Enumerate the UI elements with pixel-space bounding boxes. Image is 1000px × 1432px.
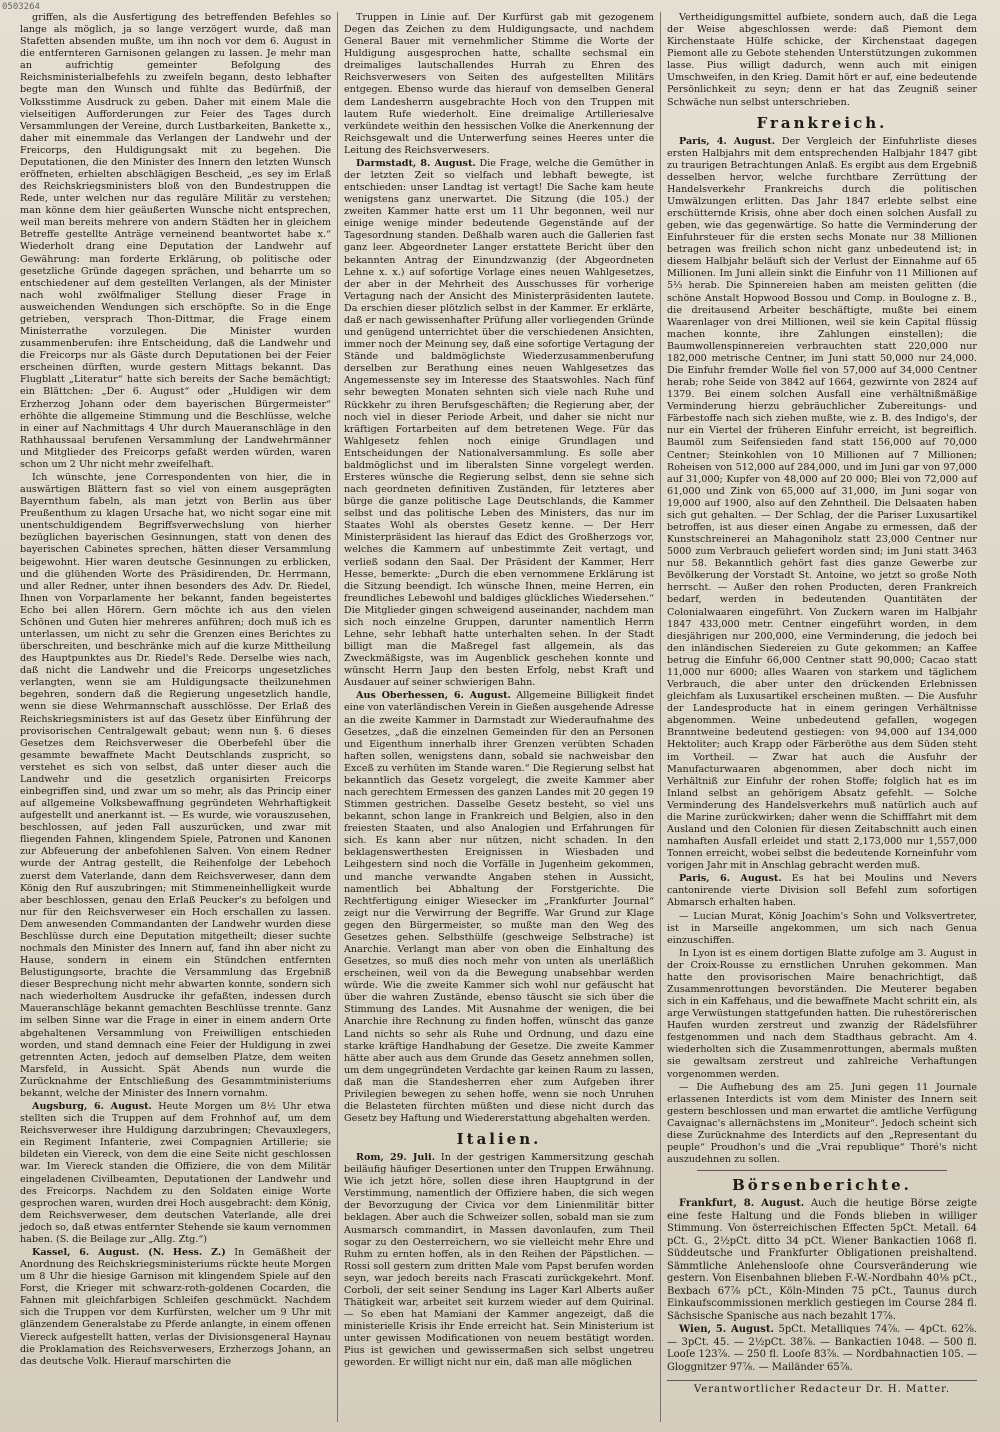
article-paragraph — [667, 12, 977, 109]
article-paragraph — [344, 690, 654, 1125]
article-dateline: Aus Oberhessen, 6. August. — [356, 690, 511, 702]
article-dateline: Darmstadt, 8. August. — [356, 157, 476, 169]
article-paragraph — [344, 1152, 654, 1369]
article-paragraph — [20, 472, 331, 1100]
article-text: In Lyon ist es einem dortigen Blatte zufolge am 3. August in der Croix-Rousse zu ernstlichen Unruhen gekommen. Man hatte den provisorischen Maire benachrichtigt, daß Zusammenrottungen bevorständen. Die Meuterer begaben sich in ein Kaffehaus, und die bewaffnete Macht schritt ein, als arge Verwüstungen stattgefunden hatten. Die ruhestörerischen Haufen wurden zerstreut und zwanzig der Rädelsführer festgenommen und nach dem Stadthaus gebracht. Am 4. wiederholten sich die Zusammenrottungen, abermals mußten sie gewaltsam zerstreut und zahlreiche Verhaftungen vorgenommen werden. — [667, 947, 977, 1080]
article-text: — Die Aufhebung des am 25. Juni gegen 11 Journale erlassenen Interdicts ist vom dem Minister des Innern seit gestern beschlossen und man erwartet die amtliche Verfügung Cavaignac's allernächstens im „Moniteur“. Jedoch scheint sich diese Zurücknahme des Interdicts auf den „Representant du peuple“ Proudhon's und die „Vrai republique“ Thoré's nicht auszudehnen zu sollen. — [667, 1081, 977, 1166]
section-title: Börsenberichte. — [732, 1176, 912, 1195]
column-3 — [660, 12, 983, 1422]
column-1 — [14, 12, 337, 1422]
article-paragraph — [20, 1101, 331, 1246]
article-text: Truppen in Linie auf. Der Kurfürst gab mit gezogenem Degen das Zeichen zu dem Huldigungsacte, und nachdem General Bauer mit vernehmlicher Stimme die Worte der Huldigung ausgesprochen hatte, schallte sechsmal ein dreimaliges lautschallendes Hurrah zu Ehren des Reichsverwesers von Seiten des aufgestellten Militärs entgegen. Ebenso wurde das hierauf von demselben General dem Landesherrn ausgebrachte Hoch von den Truppen mit lautem Rufe wiederholt. Eine dreimalige Artilleriesalve verkündete weithin den hessischen Volke die Anerkennung der Reichsgewalt und die Unterwerfung seines Heeres unter die Leitung des Reichsverwesers. — [344, 12, 654, 156]
article-text: In Gemäßheit der Anordnung des Reichskriegsministeriums rückte heute Morgen um 8 Uhr die hiesige Garnison mit klingendem Spiele auf den Forst, die Krieger mit schwarz-roth-goldenen Cocarden, die Fahnen mit gleichfarbigen Schleifen geschmückt. Nachdem sich die Truppen vor dem Kurfürsten, welcher um 9 Uhr mit glänzendem Generalstabe zu Pferde anlangte, in einem offenen Viereck aufgestellt hatten, verlas der Divisionsgeneral Haynau die Proklamation des Reichsverwesers, Erzherzogs Johann, an das deutsche Volk. Hierauf marschirten die — [20, 1246, 332, 1367]
article-text: Heute Morgen um 8½ Uhr etwa stellten sich die Truppen auf dem Frohnhof auf, um dem Reichsverweser ihre Huldigung darzubringen; Chevauxlegers, ein Regiment Infanterie, zwei Compagnien Artillerie; sie bildeten ein Viereck, von dem die eine Seite nicht geschlossen war. Im Viereck standen die Offiziere, die von dem Militär eingeladenen Civilbeamten, Deputationen der Landwehr und des Freicorps. Nachdem zu den Soldaten einige Worte gesprochen waren, wurden drei Hoch ausgebracht: dem König, dem Reichsverweser, dem deutschen Vaterlande, alle drei jedoch so, daß etwas entfernter Stehende sie kaum vernommen haben. (S. die Beilage zur „Allg. Ztg.“) — [20, 1101, 331, 1245]
article-paragraph — [667, 136, 977, 873]
article-text: griffen, als die Ausfertigung des betreffenden Befehles so lange als möglich, ja so lange verzögert wurde, daß man Stafetten absenden mußte, um ihn noch vor dem 6. August in die entfernteren Garnisonen gelangen zu lassen. Je mehr man an aufrichtig gemeinter Befolgung des Reichsministerialbefehls zu zweifeln begann, desto lebhafter begte man den Wunsch und fühlte das Bedürfniß, der Volksstimme Ausdruck zu geben. Daher mit einem Male die vielseitigen Aufforderungen zur Feier des Tages durch Versammlungen der Vereine, durch Lustbarkeiten, Bankette x., daher mit einemmale das Verlangen der Landwehr und der Freicorps, den Huldigungsakt mit zu begehen. Die Deputationen, die den Minister des Innern den letzten Wunsch eröffneten, erhielten abschlägigen Bescheid, „es sey im Erlaß des Reichskriegsministers bloß von den Bundestruppen die Rede, unter welchen nur das reguläre Militär zu verstehen; man könne dem hier geäußerten Wunsche nicht entsprechen, weil man bereits mehrere von andern Städten her in gleichem Betreffe gestellte Anträge verneinend beantwortet habe x.“ Wiederholt drang eine Deputation der Landwehr auf Gewährung: man forderte Erklärung, ob politische oder gesetzliche Gründe dagegen sprächen, und beharrte um so entschiedener auf dem gestellten Verlangen, als der Minister nach wohl zwölfmaliger Stellung dieser Frage in ausweichenden Wendungen sich erschöpfte. So in die Enge getrieben, versprach Thon-Dittmar, die Frage einem Ministerrathe vorzulegen. Die Minister wurden zusammenberufen: ihre Entscheidung, daß die Landwehr und die Freicorps nur als Gäste durch Deputationen bei der Feier erscheinen dürften, wurde gestern Mittags bekannt. Das Flugblatt „Literatur“ hatte sich bereits der Sache bemächtigt; ein Blättchen: „Der 6. August“ oder „Huldigen wir dem Erzherzog Johann oder dem bayerischen Bürgermeister“ erhöhte die allgemeine Stimmung und die Beschlüsse, welche in einer auf Nachmittags 4 Uhr durch Maueranschläge in den Rathhaussaal berufenen Versammlung der Landwehrmänner und Mitglieder des Freicorps gefaßt werden würden, waren schon um 2 Uhr nicht mehr zweifelhaft. — [20, 12, 331, 470]
article-paragraph — [20, 1247, 331, 1368]
column-2 — [337, 12, 660, 1422]
article-dateline: Wien, 5. August. — [679, 1324, 775, 1336]
article-paragraph — [667, 1324, 977, 1374]
article-paragraph — [20, 12, 331, 471]
article-text: In der gestrigen Kammersitzung geschah beiläufig häufiger Desertionen unter den Truppen Erwähnung. Wie ich jetzt höre, sollen diese ihren Hauptgrund in der Verstimmung, namentlich der Offiziere haben, die sich wegen der Bevorzugung der Civica vor dem Linienmilitär bitter beklagen. Aber auch die Schweizer sollen, sobald man sie zum Ausmarsch commandirt, in Massen davonlaufen, zum Theil sogar zu den Oesterreichern, wo sie vielleicht mehr Ehre und Ruhm zu ernten hoffen, als in den Reihen der Päpstlichen. — Rossi soll gestern zum dritten Male vom Papst berufen worden seyn, war jedoch bereits nach Frascati zurückgekehrt. Monf. Corboli, der seit seiner Sendung ins Lager Karl Alberts außer Thätigkeit war, arbeitet seit kurzem wieder auf dem Quirinal. — So eben hat Mamiani der Kammer angezeigt, daß die ministerielle Krisis ihr Ende erreicht hat. Sein Ministerium ist unter gewissen Modificationen von neuem bestätigt worden. Pius ist gewichen und gewissermaßen sich selbst ungetreu geworden. Er willigt nicht nur ein, daß man alle möglichen — [344, 1152, 654, 1369]
article-paragraph — [667, 873, 977, 909]
editor-line: Verantwortlicher Redacteur Dr. H. Matter. — [667, 1380, 977, 1397]
columns — [14, 12, 986, 1422]
article-paragraph — [667, 1082, 977, 1167]
article-text: Ich wünschte, jene Correspondenten von hier, die in auswärtigen Blättern fast so viel von einem ausgeprägten Bayernthum fabeln, als man jetzt von Berlin aus über Preußenthum zu klagen Ursache hat, wo nicht sogar eine mit unentschuldigendem Begriffsverwechslung von hierher bezüglichen bayerischen Gesinnungen, statt von denen des bayerischen Cabinetes sprechen, hätten dieser Versammlung beigewohnt. Hier waren deutsche Gesinnungen zu erblicken, und die glühenden Worte des Präsidirenden, Dr. Herrmann, und aller Redner, unter ihnen besonders des Adv. Dr. Riedel, Ihnen von Vorparlamente her bekannt, fanden begeistertes Echo bei allen Hörern. Gern möchte ich aus den vielen Schönen und Guten hier mehreres anführen; doch muß ich es unterlassen, um nicht zu sehr die Grenzen eines Berichtes zu überschreiten, und beschränke mich auf die kurze Mittheilung des Hauptpunktes aus Dr. Riedel's Rede. Derselbe wies nach, daß nicht die Landwehr und die Freicorps ungesetzliches verlangten, wenn sie am Huldigungsacte theilzunehmen begehren, sondern daß die Regierung ungesetzlich handle, wenn sie diese Wehrmannschaft ausschlösse. Der Erlaß des Reichskriegsministers ist auf das Gesetz über Einführung der provisorischen Centralgewalt gebaut; wenn nun §. 6 dieses Gesetzes dem Reichsverweser die Oberbefehl über die gesammte bewaffnete Macht Deutschlands zuspricht, so verstehet es sich von selbst, daß unter dieser auch die Landwehr und die gesetzlich organisirten Freicorps einbegriffen sind, und zwar um so mehr, als das Princip einer auf allgemeine Volksbewaffnung gegründeten Wehrhaftigkeit aufgestellt und anerkannt ist. — Es wurde, wie vorauszusehen, beschlossen, auf jeden Fall auszurücken, und zwar mit fliegenden Fahnen, klingendem Spiele, Patronen und Kanonen zur Abfeuerung der anbefohlenen Salven. Von einem Redner wurde der Antrag gestellt, die Reihenfolge der Lebehoch zuerst dem Vaterlande, dann dem Reichsverweser, dann dem König den Ruf auszubringen; mit Stimmeneinhelligkeit wurde aber beschlossen, genau den Erlaß Peucker's zu befolgen und nur für den Reichsverweser ein Hoch erschallen zu lassen. Dem anwesenden Commandanten der Landwehr wurden diese Beschlüsse durch eine Deputation mitgetheilt; dieser suchte nochmals den Minister des Innern auf, fand ihn aber nicht zu Hause, sondern in einem ein Stündchen entfernten Belustigungsorte, brachte die Versammlung das Ergebniß dieser Besprechung nicht mehr abwarten konnte, sondern sich nach wiederholtem Ausdrucke ihr gefaßten, indessen durch Maueranschläge bekannt gemachten Beschlüsse trennte. Ganz im selben Sinne war die Frage in einer in einem andern Orte abgehaltenen Versammlung von Freiwilligen entschieden worden, und stand demnach eine Feier der Huldigung in zwei getrennten Acten, jedoch auf demselben Platze, dem weiten Marsfeld, in Aussicht. Spät Abends nun wurde die Zurücknahme der Entschließung des Gesammtministeriums bekannt, welche der Minister des Innern vornahm. — [20, 471, 331, 1099]
article-text: Allgemeine Billigkeit findet eine von vaterländischen Verein in Gießen ausgehende Adresse an die zweite Kammer in Darmstadt zur Wiederaufnahme des Gesetzes, „daß die einzelnen Gemeinden für den an Personen und Eigenthum innerhalb ihrer Grenzen verübten Schaden haften sollen, wenigstens dann, sobald sie nachweisbar den Exceß zu verhüten im Stande waren.“ Die Regierung selbst hat bekanntlich das Gesetz vorgelegt, die zweite Kammer aber nach gerechtem Ermessen des ganzen Landes mit 20 gegen 19 Stimmen gestrichen. Dasselbe Gesetz besteht, so viel uns bekannt, schon lange in Frankreich und Belgien, also in den freiesten Staaten, und also Analogien und Erfahrungen für sich. Es kann aber nur nützen, nicht schaden. In den beklagenswerthesten Ereignissen in Wiesbaden und Leihgestern sind noch die Vorfälle in Jugenheim gekommen, und manche verwandte Angaben stehen in Aussicht, namentlich bei Abhaltung der Forstgerichte. Die Rechtfertigung einiger Wiesecker im „Frankfurter Journal“ zeigt nur die Verwirrung der Begriffe. War Grund zur Klage gegen den Bürgermeister, so mußte man den Weg des Gesetzes gehen. Selbsthülfe (geschweige Selbstrache) ist Anarchie. Verlangt man aber von oben die Einhaltung des Gesetzes, so muß dies noch mehr von unten als unerläßlich erscheinen, weil von da die Bewegung unabsehbar werden würde. Wie die zweite Kammer sich wohl nur gefäuscht hat über die wahren Zustände, ebenso täuscht sie sich über die Stimmung des Landes. Mit Ausnahme der wenigen, die bei Anarchie ihre Rechnung zu finden hoffen, wünscht das ganze Land nichts so sehr als Ruhe und Ordnung, und dazu eine starke kräftige Handhabung der Gesetze. Die zweite Kammer hätte aber auch aus dem Grunde das Gesetz annehmen sollen, um dem ungegründeten Verdachte gar keinen Raum zu lassen, daß man die Standesherren eher zum Aufgeben ihrer Privilegien bewegen zu sehen hoffe, wenn sie noch Unruhen die Belasteten fürchten müßten und diese nicht durch das Gesetz bey Haftung und Wiedererstattung abgehalten werden. — [344, 690, 654, 1125]
article-dateline: Paris, 4. August. — [679, 135, 776, 147]
article-dateline: Frankfurt, 8. August. — [679, 1198, 805, 1210]
page-id: 0503264 — [2, 2, 40, 12]
article-text: Der Vergleich der Einfuhrliste dieses ersten Halbjahrs mit dem entsprechenden Halbjahr 1847 gibt zu traurigen Betrachtungen Anlaß. Es ergibt aus dem Ergebniß desselben hervor, welche furchtbare Zerrüttung der Handelsverkehr Frankreichs durch die politischen Umwälzungen erlitten. Das Jahr 1847 erlebte selbst eine erschütternde Krisis, ohne aber doch einen solchen Ausfall zu geben, wie das gegenwärtige. So hatte die Verminderung der Einfuhrsteuer für die ersten sechs Monate nur 38 Millionen betragen was freilich schon nicht ganz unbedeutend ist; in diesem Halbjahr beläuft sich der Verlust der Einnahme auf 65 Millionen. Im Juni allein sinkt die Einfuhr von 11 Millionen auf 5⅓ herab. Die Spinnereien haben am meisten gelitten (die schöne Anstalt Hopwood Bossou und Comp. in Boulogne z. B., die dreitausend Arbeiter beschäftigte, mußte bei einem Waarenlager von drei Millionen, weil sie kein Capital flüssig machen konnte, ihre Zahlungen einstellen); die Baumwollenspinnereien verbrauchten statt 220,000 nur 182,000 metrische Centner, im Juni statt 50,000 nur 24,000. Die Einfuhr fremder Wolle fiel von 57,000 auf 34,000 Centner herab; rohe Seide von 3842 auf 1664, gezwirnte von 2824 auf 1379. Bei einem solchen Ausfall eine verhältnißmäßige Verminderung hierzu gebräuchlicher Zubereitungs- und Färbestoffe nach sich ziehen mußte, wie z. B. des Indigo's, der nur ein Viertel der früheren Einfuhr erreicht, ist begreiflich. Baumöl zum Seifensieden fand statt 156,000 auf 70,000 Centner; Steinkohlen von 10 Millionen auf 7 Millionen; Roheisen von 512,000 auf 284,000, und im Juni gar von 97,000 auf 31,000; Kupfer von 48,000 auf 20 000; Blei von 72,000 auf 61,000 und Zink von 65,000 auf 31,000, im Juni sogar von 19,000 auf 1900, also auf den Zehntheil. Die Delsaaten haben sich gut gehalten. — Der Schlag, der die Pariser Luxusartikel betroffen, ist aus dieser einen Angabe zu ermessen, daß der Kunstschreinerei an Mahagoniholz statt 23,000 Centner nur 5000 zum Verbrauch geliefert worden sind; im Juni statt 3463 nur 58. Bekanntlich gehört fast dies ganze Gewerbe zur Bevölkerung der Vorstadt St. Antoine, wo jetzt so große Noth herrscht. — Außer den rohen Producten, deren Frankreich bedarf, werden in bedeutenden Quantitäten der Colonialwaaren eingeführt. Von Zuckern waren im Halbjahr 1847 433,000 metr. Centner eingeführt worden, in dem diesjährigen nur 200,000, eine Verminderung, die jedoch bei den inländischen Siedereien zu Gute gekommen; an Kaffee betrug die Einfuhr 66,000 Centner statt 90,000; Cacao statt 11,000 nur 6000; alles Waaren von starkem und täglichem Verbrauch, die aber unter den drückenden Erlebnissen gleichfam als Luxusartikel erscheinen mußten. — Die Ausfuhr der Landesproducte hat in einem geringen Verhältnisse abgenommen. Weine unbedeutend gefallen, wogegen Branntweine bedeutend gestiegen: von 94,000 auf 134,000 Hektoliter; auch Krapp oder Färberöthe aus dem Süden steht im Vortheil. — Zwar hat auch die Ausfuhr der Manufacturwaaren abgenommen, aber doch nicht im Verhältniß zur Einfuhr der rohen Stoffe; folglich hat es im Inland selbst an gehörigem Absatz gefehlt. — Solche Verminderung des Handelsverkehrs muß natürlich auch auf die Marine zurückwirken; daher wenn die Schifffahrt mit dem Ausland und den Colonien für diesen Zeitabschnitt auch einen namhaften Ausfall erleidet und statt 2,173,000 nur 1,557,000 Tonnen erreicht, wobei selbst die bedeutende Korneinfuhr vom vorigen Jahr mit in Anschlag gebracht werden muß. — [667, 135, 977, 872]
article-text: — Lucian Murat, König Joachim's Sohn und Volksvertreter, ist in Marseille angekommen, um sich nach Genua einzuschiffen. — [667, 910, 977, 946]
article-text: 5pCt. Metalliques 74⅞. — 4pCt. 62⅞. — 3pCt. 45. — 2½pCt. 38⅞. — Bankactien 1048. — 500 fl. Looſe 123⅞. — 250 fl. Looſe 83⅞. — Nordbahnactien 105. — Gloggnitzer 97⅞. — Mailänder 65⅞. — [667, 1324, 977, 1373]
section-title: Italien. — [456, 1130, 542, 1149]
article-paragraph — [667, 948, 977, 1081]
article-text: Die Frage, welche die Gemüther in der letzten Zeit so vielfach und lebhaft bewegte, ist entschieden: unser Landtag ist vertagt! Die Sache kam heute wenigstens ganz unerwartet. Die Sitzung (die 105.) der zweiten Kammer hatte erst um 11 Uhr begonnen, weil nur einige wenige minder bedeutende Gegenstände auf der Tagesordnung standen. Deßhalb waren auch die Gallerien fast ganz leer. Abgeordneter Langer erstattete Bericht über den bekannten Antrag der Einundzwanzig (der Abgeordneten Lehne x. x.) auf sofortige Vorlage eines neuen Wahlgesetzes, der aber in der Mehrheit des Ausschusses für vorherige Vertagung nach der Ansicht des Ministerpräsidenten lautete. Da erschien dieser plötzlich selbst in der Kammer. Er erklärte, daß er nach gewissenhafter Prüfung aller vorliegenden Gründe und genügend unterrichtet über die verschiedenen Ansichten, immer noch der Meinung sey, daß eine sofortige Vertagung der Stände und baldmöglichste Wiederzusammenberufung derselben zur Berathung eines neuen Wahlgesetzes das Angemessenste sey im Interesse des Staatswohles. Nach fünf sehr bewegten Monaten sehnten sich viele nach Ruhe und Rückkehr zu ihren Berufsgeschäften; die Regierung aber, der noch viel in dieser Periode Arbeit, und daher sie nicht nur kräftigen Fortarbeiten auf dem betretenen Wege. Für das Wahlgesetz fehlen noch einige Grundlagen und Entscheidungen der Nationalversammlung. Es solle aber baldmöglichst und im liberalsten Sinne vorgelegt werden. Ersteres wünsche die Regierung selbst, denn sie sehne sich nach geordneten definitiven Zuständen, für letzteres aber bürge die ganze politische Lage Deutschlands, die Kammer selbst und das politische Leben des Ministers, das nur im Staates Wohl als oberstes Gesetz kenne. — Der Herr Ministerpräsident las hierauf das Edict des Großherzogs vor, welches die Kammern auf unbestimmte Zeit vertagt, und verließ sodann den Saal. Der Präsident der Kammer, Herr Hesse, bemerkte: „Durch die eben vernommene Erklärung ist die Sitzung beendigt. Ich wünsche Ihnen, meine Herren, ein freundliches Lebewohl und baldiges glückliches Wiedersehen.“ Die Mitglieder gingen schweigend auseinander, nachdem man sich noch einzelne Gruppen, darunter namentlich Herrn Lehne, sehr lebhaft hatte unterhalten sehen. In der Stadt billigt man die Maßregel fast allgemein, als das Zweckmäßigste, was im Augenblick geschehen konnte und wünscht Herrn Jaup den besten Erfolg, nebst Kraft und Ausdauer auf seiner schwierigen Bahn. — [344, 157, 654, 689]
article-dateline: Kassel, 6. August. (N. Hess. Z.) — [32, 1246, 226, 1258]
article-paragraph — [667, 911, 977, 947]
article-dateline: Rom, 29. Juli. — [356, 1152, 436, 1164]
article-dateline: Augsburg, 6. August. — [32, 1101, 152, 1113]
section-title: Frankreich. — [756, 113, 888, 132]
article-text: Vertheidigungsmittel aufbiete, sondern auch, daß die Lega der Weise abgeschlossen werde: daß Piemont dem Kirchenstaate Hülfe schicke, der Kirchenstaat dagegen Piemont alle zu Gebote stehenden Unterstützungen zukommen lasse. Pius willigt dadurch, wenn auch mit einigen Umschweifen, in den Krieg. Damit hört er auf, eine bedeutende Persönlichkeit zu seyn; denn er hat das Zeugniß seiner Schwäche nun selbst unterschrieben. — [667, 12, 977, 108]
article-text: Es hat bei Moulins und Nevers cantonirende vierte Division soll Befehl zum sofortigen Abmarsch erhalten haben. — [667, 873, 977, 909]
section-divider — [697, 1170, 947, 1171]
article-dateline: Paris, 6. August. — [679, 873, 782, 885]
article-paragraph — [344, 158, 654, 689]
article-text: Auch die heutige Börse zeigte eine feste Haltung und die Fonds blieben in williger Stimmung. Von österreichischen Effecten 5pCt. Metall. 64 pCt. G., 2½pCt. ditto 34 pCt. Wiener Bankactien 1068 fl. Süddeutsche und Frankfurter Obligationen preishaltend. Sämmtliche Anlehenslooſe ohne Coursveränderung wie gestern. Von Eisenbahnen blieben F.-W.-Nordbahn 40⅛ pCt., Bexbach 67⅞ pCt., Köln-Minden 75 pCt., Taunus durch Einkaufscommissionen merklich gestiegen im Course 284 fl. Sächsische Spanische aus nach bezahlt 17⅞. — [667, 1198, 977, 1322]
article-paragraph — [344, 12, 654, 157]
article-paragraph — [667, 1198, 977, 1323]
